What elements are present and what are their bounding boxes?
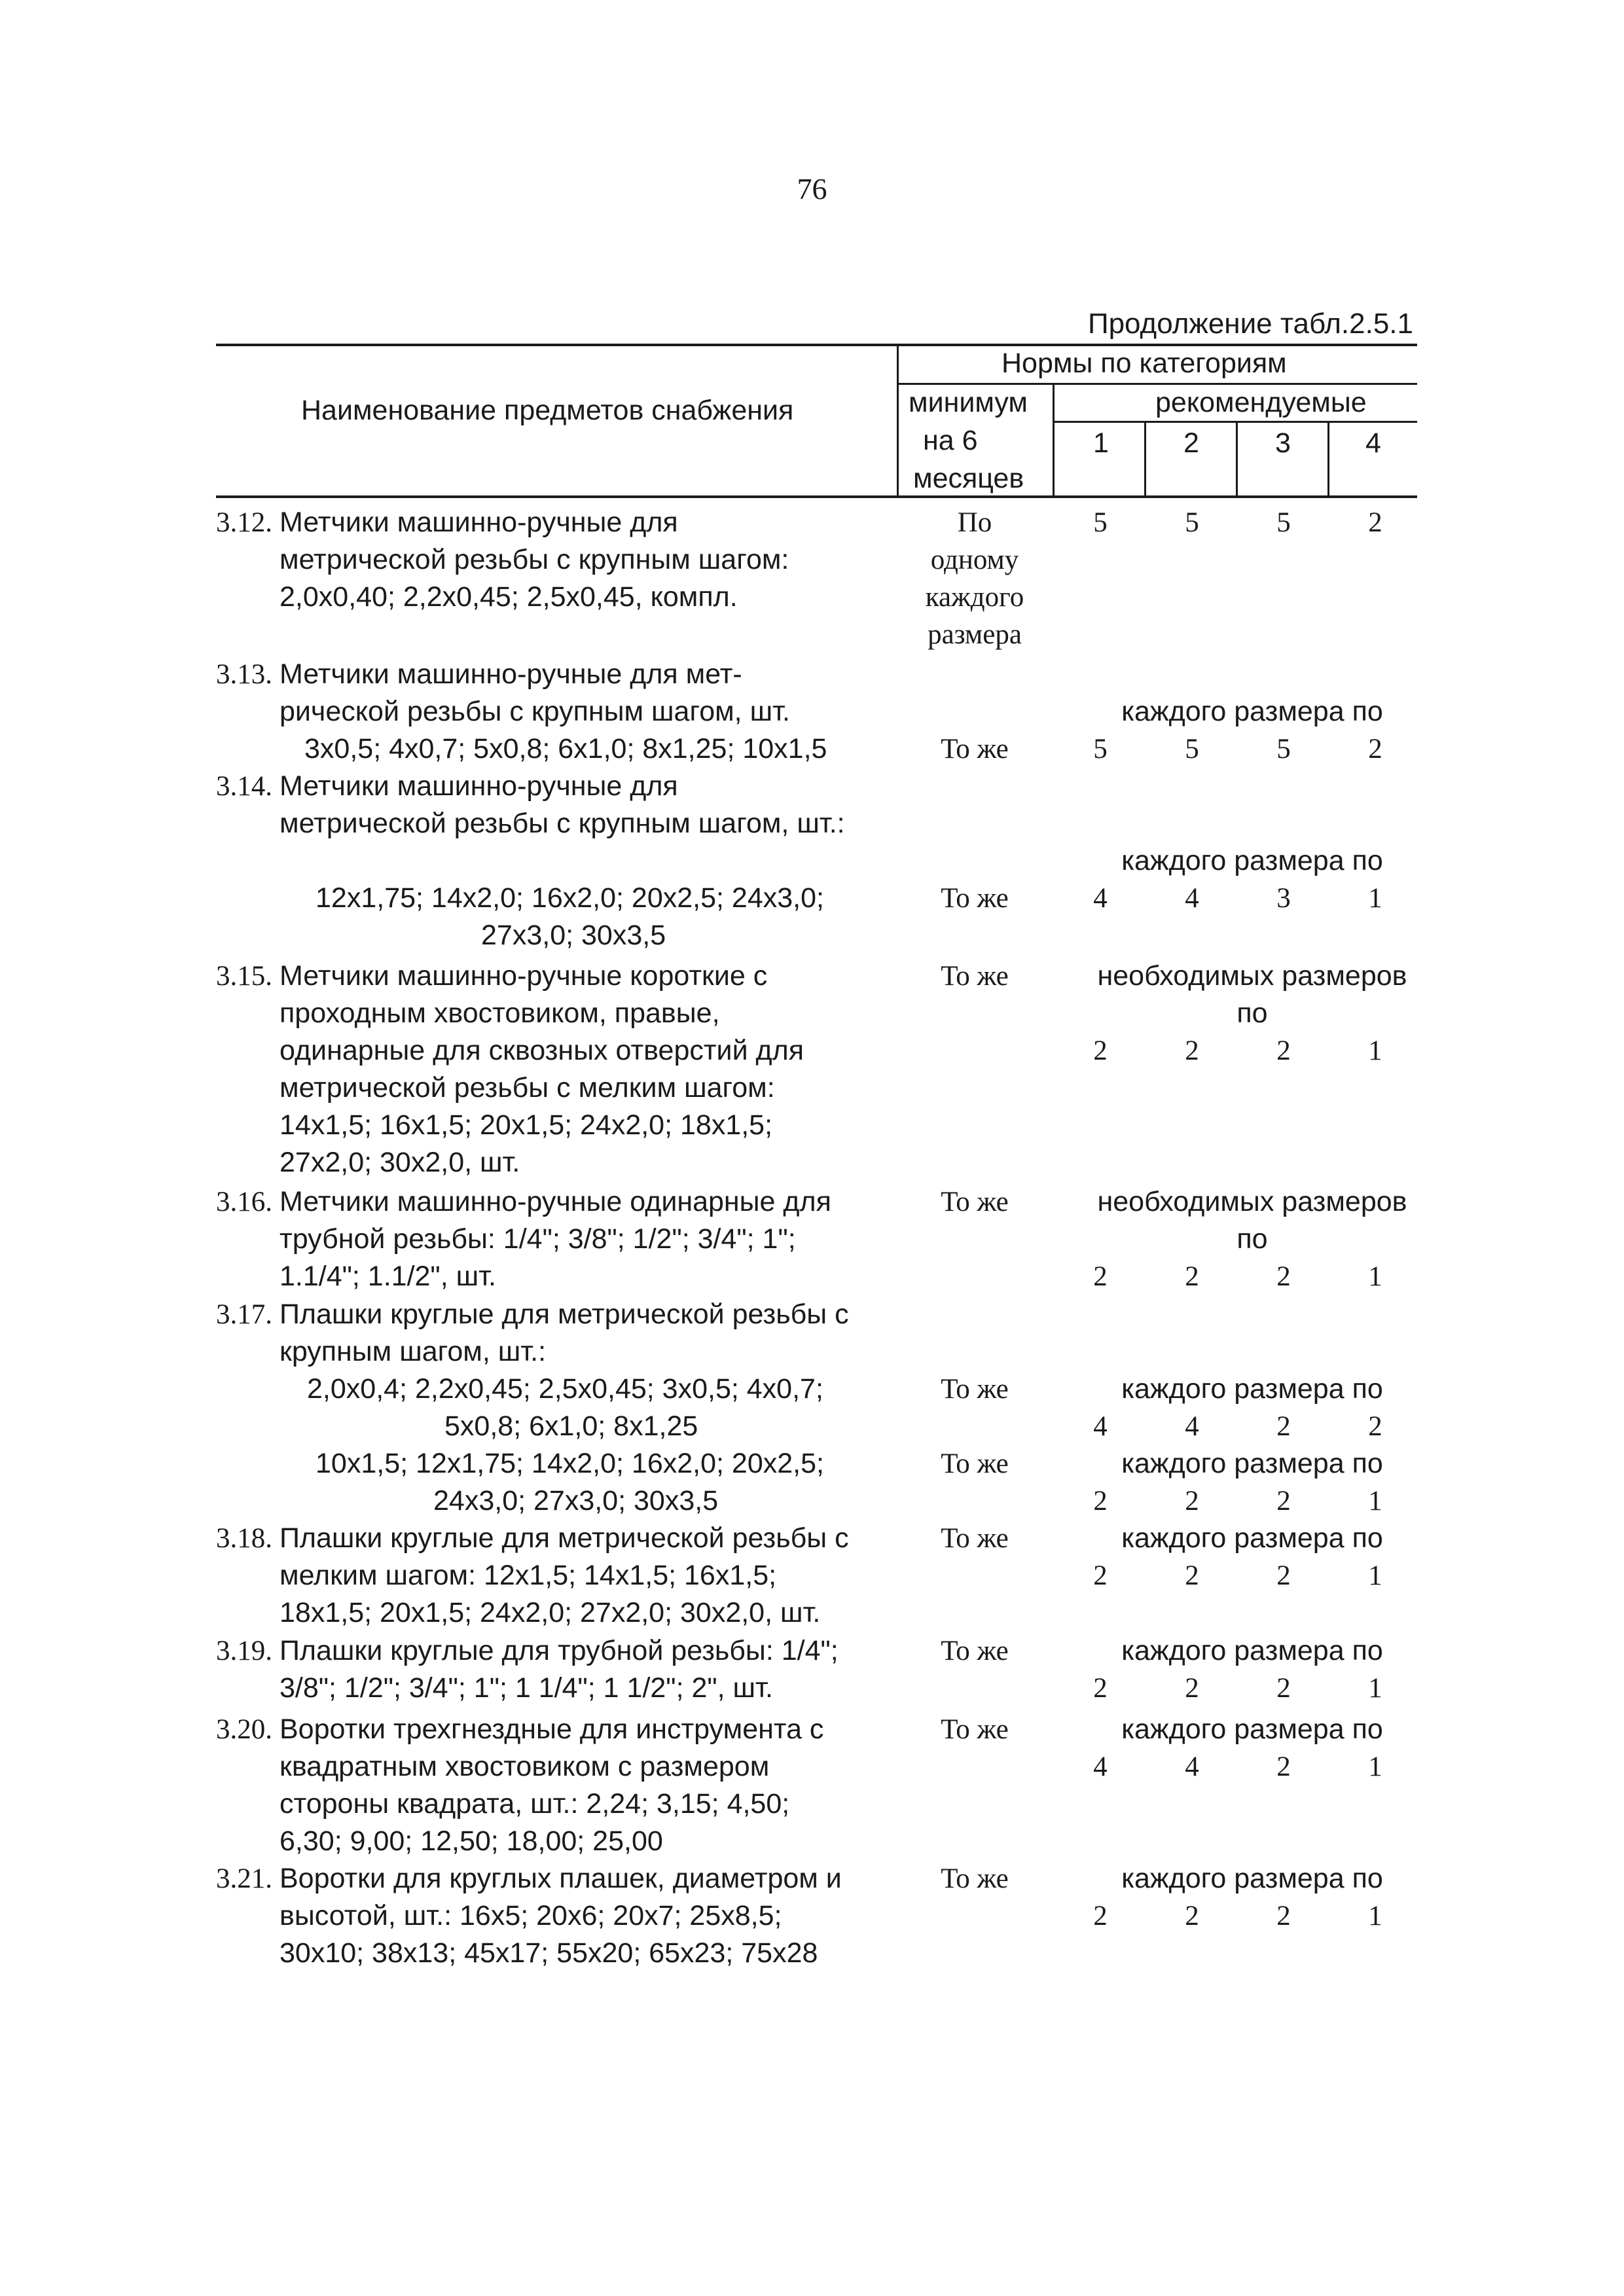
item-name: Воротки для круглых плашек, диаметром и высотой, шт.: 16x5; 20x6; 20x7; 25x8,5; 30x10; 38x13; 45x17; 55x20; 65x23; 75x28 [280,1863,842,1969]
item-number: 3.17. [216,1299,272,1330]
item-name: Воротки трехгнездные для инструмента с квадратным хвостовиком с размером стороны квадрата, шт.: 2,24; 3,15; 4,50; 6,30; 9,00; 12,50; 18,00; 25,00 [280,1713,824,1857]
item-number: 3.19. [216,1636,272,1666]
header-category-3: 3 [1275,427,1291,459]
recommended-rule [1053,421,1417,423]
item-name: 10x1,5; 12x1,75; 14x2,0; 16x2,0; 20x2,5; 24x3,0; 27x3,0; 30x3,5 [316,1448,824,1516]
page-number: 76 [797,172,827,206]
category-values: каждого размера по 4 4 2 1 [1093,1713,1383,1782]
item-name: Метчики машинно-ручные короткие с проходным хвостовиком, правые, одинарные для сквозных отверстий для метрической резьбы с мелким шагом: 14x1,5; 16x1,5; 20x1,5; 24x2,0; 18x1,5; 27x2,0; 30x2,0, шт. [280,960,804,1178]
category-values: необходимых размеров по 2 2 2 1 [1093,1186,1407,1292]
category-values: каждого размера по 4 4 2 2 [1093,1373,1383,1442]
category-values: каждого размера по 4 4 3 1 [1093,845,1383,914]
minimum-norm: По одному каждого размера [925,507,1024,650]
header-minimum-1: минимум [909,387,1028,418]
minimum-norm: То же [941,1863,1009,1894]
header-minimum-3: месяцев [913,463,1024,494]
item-number: 3.14. [216,771,272,802]
item-number: 3.20. [216,1714,272,1745]
item-name: Метчики машинно-ручные для метрической резьбы с крупным шагом, шт.: 12x1,75; 14x2,0; 16x2,0; 20x2,5; 24x3,0; 27x3,0; 30x3,5 [280,770,845,951]
header-name-column: Наименование предметов снабжения [301,395,794,426]
item-name: Плашки круглые для метрической резьбы с мелким шагом: 12x1,5; 14x1,5; 16x1,5; 18x1,5; 20x1,5; 24x2,0; 27x2,0; 30x2,0, шт. [280,1522,849,1628]
cat-divider-3 [1327,421,1329,497]
minimum-norm: То же [941,1714,1009,1745]
name-column-divider [897,344,899,497]
category-values: необходимых размеров по 2 2 2 1 [1093,960,1407,1066]
item-number: 3.12. [216,507,272,538]
minimum-norm: То же [941,961,1009,992]
table-continuation-label: Продолжение табл.2.5.1 [1087,308,1413,340]
header-norms: Нормы по категориям [1001,348,1287,379]
header-minimum-2: на 6 [923,425,978,456]
header-category-2: 2 [1183,427,1199,459]
header-category-1: 1 [1093,427,1109,459]
minimum-norm: То же [941,1374,1009,1405]
category-values: каждого размера по 2 2 2 1 [1093,1863,1383,1931]
item-name: Плашки круглые для трубной резьбы: 1/4"; 3/8"; 1/2"; 3/4"; 1"; 1 1/4"; 1 1/2"; 2", шт. [280,1635,839,1704]
cat-divider-1 [1144,421,1146,497]
item-name: Плашки круглые для метрической резьбы с крупным шагом, шт.: [280,1299,849,1367]
header-recommended: рекомендуемые [1155,387,1367,418]
item-name: 2,0x0,4; 2,2x0,45; 2,5x0,45; 3x0,5; 4x0,7; 5x0,8; 6x1,0; 8x1,25 [307,1373,823,1442]
minimum-norm: То же [941,1187,1009,1217]
minimum-norm: То же [941,1448,1009,1479]
minimum-column-divider [1053,383,1055,497]
category-values: каждого размера по 2 2 2 1 [1093,1448,1383,1516]
minimum-norm: То же [941,734,1009,764]
minimum-norm: То же [941,1523,1009,1554]
category-values: каждого размера по 2 2 2 1 [1093,1522,1383,1591]
item-number: 3.18. [216,1523,272,1554]
item-number: 3.16. [216,1187,272,1217]
item-number: 3.15. [216,961,272,992]
category-values: каждого размера по 5 5 5 2 [1093,696,1383,764]
category-values: каждого размера по 2 2 2 1 [1093,1635,1383,1704]
table-top-rule [216,344,1417,346]
item-name: Метчики машинно-ручные одинарные для трубной резьбы: 1/4"; 3/8"; 1/2"; 3/4"; 1"; 1.1/4"; 1.1/2", шт. [280,1186,831,1292]
category-values: 5 5 5 2 [1093,507,1382,538]
minimum-norm: То же [941,1636,1009,1666]
item-number: 3.21. [216,1863,272,1894]
minimum-norm: То же [941,883,1009,914]
item-number: 3.13. [216,659,272,690]
norms-rule [897,383,1417,385]
cat-divider-2 [1236,421,1238,497]
item-name: Метчики машинно-ручные для мет- рической резьбы с крупным шагом, шт. 3x0,5; 4x0,7; 5x0,8; 6x1,0; 8x1,25; 10x1,5 [280,658,827,764]
item-name: Метчики машинно-ручные для метрической резьбы с крупным шагом: 2,0x0,40; 2,2x0,45; 2,5x0,45, компл. [280,507,789,613]
header-category-4: 4 [1365,427,1381,459]
